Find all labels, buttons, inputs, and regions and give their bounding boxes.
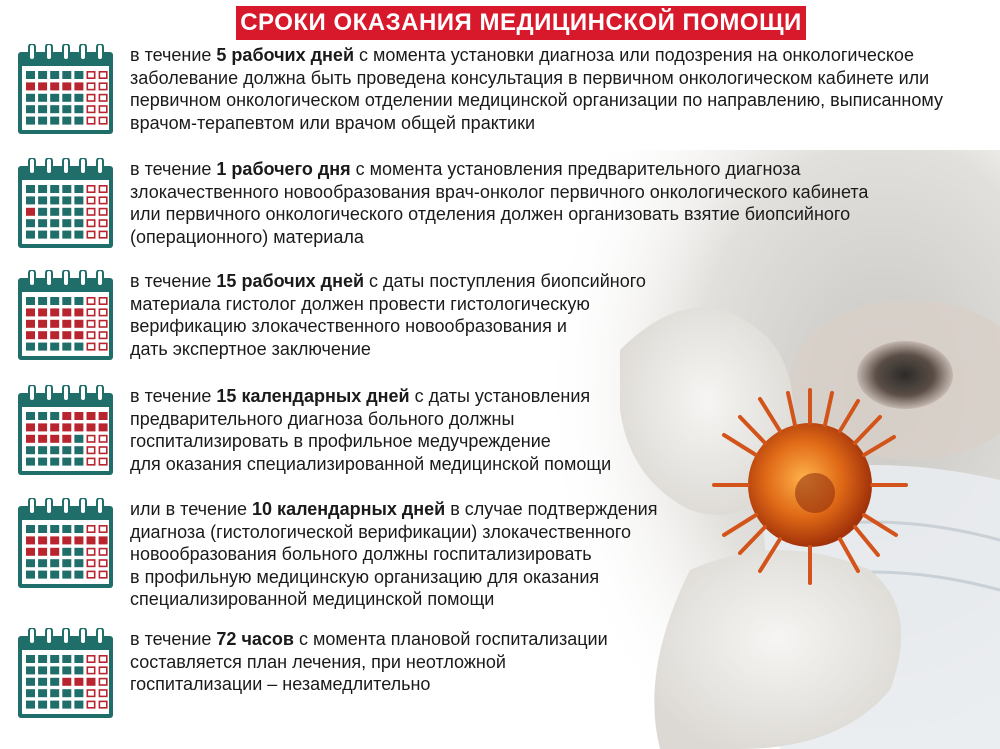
calendar-day <box>50 655 59 663</box>
calendar-day <box>38 678 47 686</box>
deadline-highlight: 1 рабочего дня <box>216 159 351 179</box>
calendar-day <box>62 666 71 674</box>
calendar-day <box>74 548 83 556</box>
calendar-day-highlighted <box>74 678 83 686</box>
calendar-day <box>74 185 83 193</box>
deadline-prefix: в течение <box>130 271 217 291</box>
calendar-day-weekend <box>99 106 106 112</box>
calendar-day-highlighted <box>74 82 83 90</box>
calendar-day <box>62 105 71 113</box>
calendar-day <box>62 196 71 204</box>
calendar-day-weekend <box>87 571 94 577</box>
calendar-day-weekend <box>99 332 106 338</box>
calendar-day-weekend <box>87 220 94 226</box>
calendar-day-highlighted <box>26 331 35 339</box>
calendar-icon <box>18 498 113 588</box>
deadline-text-line: злокачественного новообразования врач-онколог первичного онкологического кабинета <box>130 181 869 202</box>
calendar-day-highlighted <box>50 423 59 431</box>
calendar-day-highlighted <box>87 536 96 544</box>
calendar-day <box>62 208 71 216</box>
calendar-day <box>38 559 47 567</box>
calendar-day <box>26 446 35 454</box>
calendar-day-weekend <box>99 298 106 304</box>
calendar-day <box>62 343 71 351</box>
calendar-day-highlighted <box>74 536 83 544</box>
calendar-day-highlighted <box>62 82 71 90</box>
calendar-day <box>38 458 47 466</box>
deadline-text-line: первичном онкологическом отделении медицинской организации по направлению, выписанному <box>130 90 943 110</box>
calendar-day-weekend <box>99 197 106 203</box>
calendar-day-highlighted <box>74 423 83 431</box>
deadline-text-line: госпитализации – незамедлительно <box>130 674 431 694</box>
calendar-day <box>74 117 83 125</box>
deadline-text-line <box>130 44 960 67</box>
calendar-icon <box>18 628 113 718</box>
calendar-day-weekend <box>99 309 106 315</box>
deadline-line-text: с даты установления <box>409 386 591 406</box>
calendar-day-highlighted <box>74 412 83 420</box>
deadline-text-line: специализированной медицинской помощи <box>130 589 495 609</box>
calendar-day <box>50 666 59 674</box>
calendar-day-weekend <box>87 231 94 237</box>
calendar-day-weekend <box>87 526 94 532</box>
calendar-day-weekend <box>99 679 106 685</box>
calendar-day-weekend <box>99 701 106 707</box>
calendar-day-weekend <box>87 667 94 673</box>
calendar-day-highlighted <box>62 435 71 443</box>
deadline-text <box>130 385 960 475</box>
calendar-day-highlighted <box>26 320 35 328</box>
calendar-day <box>74 219 83 227</box>
calendar-day-highlighted <box>38 308 47 316</box>
calendar-day-highlighted <box>50 320 59 328</box>
calendar-day <box>26 458 35 466</box>
calendar-day <box>62 231 71 239</box>
calendar-day <box>50 196 59 204</box>
calendar-day <box>38 71 47 79</box>
calendar-day <box>62 446 71 454</box>
calendar-day-highlighted <box>87 678 96 686</box>
calendar-day <box>26 219 35 227</box>
page-title: СРОКИ ОКАЗАНИЯ МЕДИЦИНСКОЙ ПОМОЩИ <box>240 9 802 36</box>
calendar-day <box>74 446 83 454</box>
calendar-day-weekend <box>87 83 94 89</box>
calendar-day <box>26 343 35 351</box>
deadline-line-text: с момента установки диагноза или подозрения на онкологическое <box>354 45 914 65</box>
calendar-day <box>50 458 59 466</box>
calendar-day <box>26 105 35 113</box>
deadline-text-line: предварительного диагноза больного должны <box>130 408 515 429</box>
calendar-day <box>74 525 83 533</box>
calendar-day <box>26 196 35 204</box>
calendar-day <box>74 655 83 663</box>
calendar-day <box>38 666 47 674</box>
calendar-day <box>50 297 59 305</box>
calendar-day <box>26 559 35 567</box>
calendar-day <box>62 689 71 697</box>
calendar-day <box>50 208 59 216</box>
calendar-day <box>62 117 71 125</box>
calendar-day-highlighted <box>38 548 47 556</box>
deadline-line-text: с даты поступления биопсийного <box>364 271 646 291</box>
calendar-day-weekend <box>87 436 94 442</box>
calendar-icon-wrap <box>18 385 113 475</box>
calendar-day-highlighted <box>62 331 71 339</box>
calendar-day <box>38 117 47 125</box>
calendar-day-highlighted <box>38 331 47 339</box>
calendar-day <box>62 571 71 579</box>
calendar-day-highlighted <box>74 308 83 316</box>
calendar-day <box>50 412 59 420</box>
calendar-day-weekend <box>87 447 94 453</box>
deadline-text-line <box>130 270 960 293</box>
calendar-day-highlighted <box>26 435 35 443</box>
deadline-text-line: врачом-терапевтом или врачом общей практики <box>130 112 536 133</box>
deadline-line-text: с момента плановой госпитализации <box>293 629 608 649</box>
calendar-day-weekend <box>99 560 106 566</box>
calendar-icon <box>18 385 113 475</box>
calendar-icon <box>18 44 113 134</box>
calendar-day-weekend <box>87 549 94 555</box>
calendar-day-weekend <box>87 332 94 338</box>
calendar-day-weekend <box>99 656 106 662</box>
calendar-day <box>26 185 35 193</box>
calendar-day <box>38 208 47 216</box>
deadline-text-line: заболевание должна быть проведена консультация в первичном онкологическом кабинете или <box>130 67 930 88</box>
deadline-highlight: 15 календарных дней <box>216 386 410 406</box>
calendar-day <box>74 701 83 709</box>
calendar-day-highlighted <box>50 82 59 90</box>
deadline-text <box>130 44 960 134</box>
deadline-text-line: для оказания специализированной медицинской помощи <box>130 453 612 474</box>
calendar-day <box>62 548 71 556</box>
calendar-day <box>26 689 35 697</box>
calendar-day-highlighted <box>62 308 71 316</box>
calendar-day <box>62 559 71 567</box>
calendar-day-highlighted <box>26 548 35 556</box>
calendar-day <box>50 678 59 686</box>
calendar-day-weekend <box>87 186 94 192</box>
deadline-text <box>130 270 960 360</box>
calendar-day <box>38 446 47 454</box>
deadline-text-line <box>130 158 960 181</box>
calendar-day <box>74 559 83 567</box>
deadline-text-line: верификацию злокачественного новообразования и <box>130 316 567 336</box>
deadline-text-line: составляется план лечения, при неотложной <box>130 651 506 672</box>
deadline-highlight: 10 календарных дней <box>252 499 446 519</box>
calendar-day <box>26 678 35 686</box>
calendar-day <box>38 412 47 420</box>
calendar-day-weekend <box>87 343 94 349</box>
deadline-text-line: или первичного онкологического отделения должен организовать взятие биопсийного <box>130 204 851 224</box>
calendar-icon-wrap <box>18 498 113 588</box>
deadline-text <box>130 158 960 248</box>
calendar-day-weekend <box>99 220 106 226</box>
calendar-day <box>74 343 83 351</box>
calendar-day-weekend <box>99 343 106 349</box>
calendar-day <box>62 655 71 663</box>
calendar-day-weekend <box>87 458 94 464</box>
deadline-text-line: материала гистолог должен провести гистологическую <box>130 293 590 314</box>
deadline-prefix: в течение <box>130 386 217 406</box>
calendar-day <box>50 71 59 79</box>
calendar-icon-wrap <box>18 628 113 718</box>
deadline-text-line: госпитализировать в профильное медучреждение <box>130 431 551 451</box>
calendar-day <box>50 185 59 193</box>
calendar-day <box>50 231 59 239</box>
calendar-day-weekend <box>99 549 106 555</box>
calendar-day-highlighted <box>99 412 108 420</box>
calendar-day <box>62 701 71 709</box>
calendar-day <box>38 525 47 533</box>
calendar-day-highlighted <box>74 320 83 328</box>
calendar-day <box>50 701 59 709</box>
deadline-highlight: 15 рабочих дней <box>216 271 365 291</box>
calendar-day-highlighted <box>38 435 47 443</box>
calendar-day-highlighted <box>62 423 71 431</box>
calendar-day <box>74 105 83 113</box>
calendar-day <box>50 117 59 125</box>
deadline-text-line <box>130 628 960 651</box>
calendar-day <box>74 196 83 204</box>
calendar-day-weekend <box>87 298 94 304</box>
calendar-day-highlighted <box>50 548 59 556</box>
calendar-day-weekend <box>99 72 106 78</box>
calendar-day <box>26 666 35 674</box>
calendar-day <box>38 231 47 239</box>
calendar-day <box>50 446 59 454</box>
calendar-day <box>50 94 59 102</box>
calendar-day <box>26 525 35 533</box>
calendar-day <box>62 185 71 193</box>
calendar-icon-wrap <box>18 270 113 360</box>
calendar-day-weekend <box>87 209 94 215</box>
deadline-prefix: или в течение <box>130 499 253 519</box>
calendar-day-weekend <box>99 690 106 696</box>
calendar-day <box>50 689 59 697</box>
calendar-day <box>38 297 47 305</box>
calendar-day <box>74 71 83 79</box>
calendar-day <box>38 701 47 709</box>
deadline-highlight: 72 часов <box>216 629 294 649</box>
calendar-day <box>26 231 35 239</box>
deadline-highlight: 5 рабочих дней <box>216 45 355 65</box>
calendar-day <box>74 297 83 305</box>
calendar-day <box>38 105 47 113</box>
calendar-day-highlighted <box>26 208 35 216</box>
calendar-day-highlighted <box>50 536 59 544</box>
deadline-text-line: диагноза (гистологической верификации) злокачественного <box>130 521 632 542</box>
calendar-day-highlighted <box>50 435 59 443</box>
calendar-day <box>38 571 47 579</box>
calendar-day <box>26 94 35 102</box>
calendar-day-weekend <box>99 571 106 577</box>
calendar-day <box>62 94 71 102</box>
deadline-prefix: в течение <box>130 159 217 179</box>
calendar-icon-wrap <box>18 44 113 134</box>
calendar-day-weekend <box>87 117 94 123</box>
calendar-icon <box>18 158 113 248</box>
calendar-day <box>50 525 59 533</box>
calendar-day-weekend <box>99 186 106 192</box>
calendar-day-weekend <box>87 309 94 315</box>
calendar-day-weekend <box>99 117 106 123</box>
calendar-day <box>62 458 71 466</box>
calendar-day <box>74 208 83 216</box>
calendar-day-highlighted <box>74 331 83 339</box>
calendar-day <box>26 412 35 420</box>
calendar-day <box>38 94 47 102</box>
deadline-text-line: новообразования больного должны госпитализировать <box>130 544 592 564</box>
calendar-day-weekend <box>99 231 106 237</box>
calendar-day-weekend <box>99 95 106 101</box>
calendar-day-highlighted <box>62 536 71 544</box>
title-banner <box>236 6 806 40</box>
calendar-day <box>74 458 83 466</box>
calendar-day-highlighted <box>38 536 47 544</box>
deadline-text-line: в профильную медицинскую организацию для оказания <box>130 566 600 587</box>
calendar-day-weekend <box>99 447 106 453</box>
calendar-day-weekend <box>87 690 94 696</box>
calendar-day <box>26 297 35 305</box>
calendar-day <box>50 105 59 113</box>
calendar-day <box>26 701 35 709</box>
calendar-day-highlighted <box>26 423 35 431</box>
calendar-day <box>26 117 35 125</box>
calendar-day-weekend <box>99 321 106 327</box>
deadline-text-line <box>130 498 960 521</box>
deadline-text-line <box>130 385 960 408</box>
calendar-day-highlighted <box>50 308 59 316</box>
calendar-day <box>74 571 83 579</box>
calendar-day-highlighted <box>38 320 47 328</box>
calendar-day-highlighted <box>62 412 71 420</box>
calendar-day <box>26 571 35 579</box>
deadline-text <box>130 628 960 696</box>
deadline-prefix: в течение <box>130 45 217 65</box>
calendar-day <box>62 525 71 533</box>
calendar-day <box>50 571 59 579</box>
calendar-day <box>62 297 71 305</box>
calendar-day-weekend <box>99 83 106 89</box>
calendar-day-highlighted <box>87 412 96 420</box>
calendar-day <box>38 343 47 351</box>
calendar-day-weekend <box>99 458 106 464</box>
calendar-day-highlighted <box>50 331 59 339</box>
calendar-day-highlighted <box>38 82 47 90</box>
calendar-icon-wrap <box>18 158 113 248</box>
calendar-day-weekend <box>99 667 106 673</box>
calendar-day-weekend <box>87 560 94 566</box>
calendar-day-highlighted <box>38 423 47 431</box>
calendar-day-weekend <box>87 321 94 327</box>
calendar-day-weekend <box>87 197 94 203</box>
calendar-day-highlighted <box>62 678 71 686</box>
calendar-day-highlighted <box>99 536 108 544</box>
deadline-text <box>130 498 960 611</box>
calendar-day <box>74 689 83 697</box>
calendar-day-highlighted <box>26 82 35 90</box>
calendar-day <box>74 94 83 102</box>
calendar-day-weekend <box>99 526 106 532</box>
deadline-text-line: (операционного) материала <box>130 226 364 247</box>
calendar-day <box>74 231 83 239</box>
calendar-icon <box>18 270 113 360</box>
calendar-day-weekend <box>87 72 94 78</box>
calendar-day-highlighted <box>62 320 71 328</box>
calendar-day-weekend <box>87 106 94 112</box>
calendar-day <box>38 655 47 663</box>
calendar-day <box>38 196 47 204</box>
deadline-prefix: в течение <box>130 629 217 649</box>
calendar-day-highlighted <box>26 308 35 316</box>
calendar-day <box>38 185 47 193</box>
calendar-day-weekend <box>87 656 94 662</box>
calendar-day-weekend <box>99 436 106 442</box>
calendar-day <box>50 343 59 351</box>
calendar-day <box>62 219 71 227</box>
deadline-line-text: с момента установления предварительного диагноза <box>350 159 801 179</box>
calendar-day <box>26 71 35 79</box>
calendar-day <box>38 689 47 697</box>
calendar-day-weekend <box>87 701 94 707</box>
deadline-text-line: дать экспертное заключение <box>130 338 371 359</box>
deadline-line-text: в случае подтверждения <box>445 499 658 519</box>
calendar-day <box>50 559 59 567</box>
calendar-day <box>38 219 47 227</box>
calendar-day-highlighted <box>26 536 35 544</box>
calendar-day <box>50 219 59 227</box>
calendar-day <box>74 666 83 674</box>
calendar-day-weekend <box>87 95 94 101</box>
calendar-day <box>62 71 71 79</box>
calendar-day-highlighted <box>99 423 108 431</box>
calendar-day <box>26 655 35 663</box>
calendar-day <box>74 435 83 443</box>
calendar-day-highlighted <box>87 423 96 431</box>
calendar-day-weekend <box>99 209 106 215</box>
